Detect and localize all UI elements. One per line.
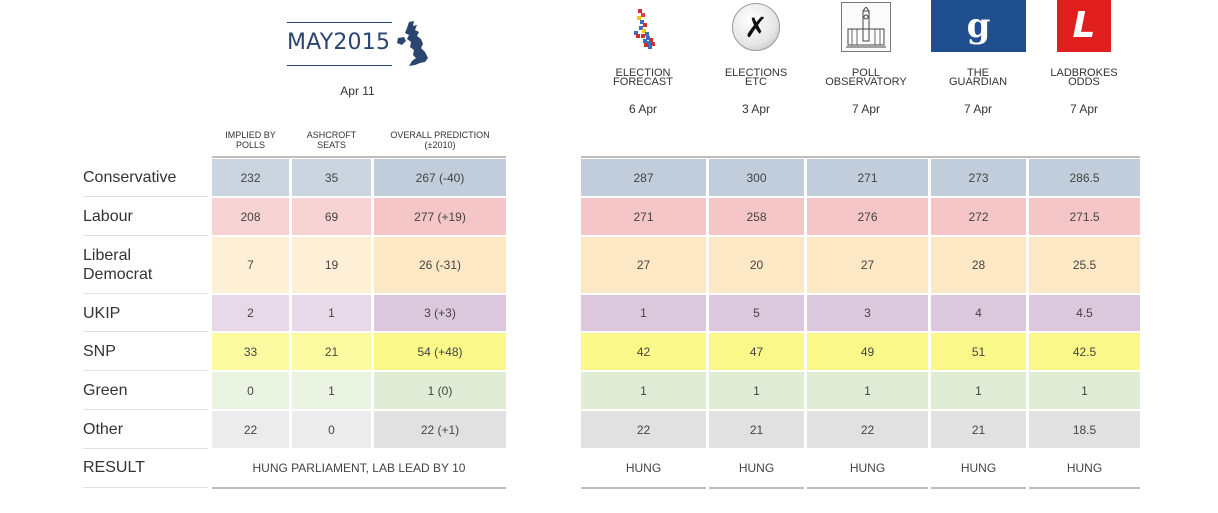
left-header-0: IMPLIED BY POLLS (225, 130, 276, 150)
right-cell: 300 (709, 159, 804, 196)
left-cell: 22 (212, 411, 289, 448)
label-separator (83, 293, 208, 294)
party-label-3: UKIP (83, 304, 121, 322)
uk-map-icon (395, 20, 429, 68)
left-cell: 1 (292, 295, 371, 331)
right-cell: 3 (807, 295, 928, 331)
party-label-5: Green (83, 382, 128, 399)
right-cell: 21 (931, 411, 1026, 448)
left-cell: 1 (0) (374, 372, 506, 409)
ladbrokes-l-icon (1057, 0, 1111, 52)
right-cell: 273 (931, 159, 1026, 196)
left-date: Apr 11 (340, 84, 375, 98)
left-cell: 277 (+19) (374, 198, 506, 235)
logo-text: MAY2015 (287, 30, 391, 55)
right-cell: 22 (807, 411, 928, 448)
right-cell: 271 (807, 159, 928, 196)
result-right-cell: HUNG (1066, 460, 1103, 475)
right-cell: 4.5 (1029, 295, 1140, 331)
left-cell: 26 (-31) (374, 237, 506, 293)
party-label-1: Labour (83, 208, 133, 225)
right-bottom-rule (581, 487, 706, 489)
right-cell: 276 (807, 198, 928, 235)
right-cell: 49 (807, 333, 928, 370)
left-cell: 19 (292, 237, 371, 293)
party-label-2: Liberal Democrat (83, 247, 153, 283)
result-left-text: HUNG PARLIAMENT, LAB LEAD BY 10 (252, 460, 466, 475)
left-header-1: ASHCROFT SEATS (306, 130, 357, 150)
party-label-4: SNP (83, 343, 116, 360)
right-cell: 258 (709, 198, 804, 235)
right-bottom-rule (709, 487, 804, 489)
right-cell: 1 (581, 295, 706, 331)
right-cell: 1 (807, 372, 928, 409)
right-bottom-rule (931, 487, 1026, 489)
left-cell: 0 (212, 372, 289, 409)
result-right-cell: HUNG (849, 460, 886, 475)
right-cell: 47 (709, 333, 804, 370)
left-header-rule (212, 156, 506, 158)
right-cell: 5 (709, 295, 804, 331)
right-bottom-rule (1029, 487, 1140, 489)
left-cell: 33 (212, 333, 289, 370)
label-bottom-rule (83, 487, 208, 488)
parliament-icon (818, 0, 914, 54)
right-cell: 1 (1029, 372, 1140, 409)
left-cell: 35 (292, 159, 371, 196)
left-cell: 2 (212, 295, 289, 331)
source-name-3: THE GUARDIAN (948, 67, 1008, 88)
right-cell: 18.5 (1029, 411, 1140, 448)
uk-map-dots-icon (595, 0, 691, 54)
label-separator (83, 448, 208, 449)
ballot-cross-icon (708, 0, 804, 54)
right-cell: 1 (581, 372, 706, 409)
guardian-g-icon (931, 0, 1026, 52)
ladbrokes-l-glyph: L (1072, 5, 1096, 46)
may2015-logo (287, 20, 437, 70)
right-cell: 27 (807, 237, 928, 293)
right-cell: 1 (709, 372, 804, 409)
right-cell: 21 (709, 411, 804, 448)
result-label: RESULT (83, 459, 145, 476)
left-cell: 21 (292, 333, 371, 370)
label-separator (83, 370, 208, 371)
source-name-1: ELECTIONS ETC (724, 67, 788, 88)
left-cell: 3 (+3) (374, 295, 506, 331)
right-header-rule (581, 156, 1140, 158)
right-cell: 1 (931, 372, 1026, 409)
source-name-4: LADBROKES ODDS (1050, 67, 1118, 88)
result-right-cell: HUNG (738, 460, 775, 475)
right-cell: 27 (581, 237, 706, 293)
right-cell: 25.5 (1029, 237, 1140, 293)
source-name-2: POLL OBSERVATORY (825, 67, 907, 88)
left-cell: 7 (212, 237, 289, 293)
right-cell: 271.5 (1029, 198, 1140, 235)
source-name-0: ELECTION FORECAST (613, 67, 673, 88)
right-cell: 271 (581, 198, 706, 235)
ballot-cross-glyph: ✗ (744, 10, 768, 44)
label-separator (83, 331, 208, 332)
left-cell: 1 (292, 372, 371, 409)
guardian-g-glyph: g (966, 6, 991, 46)
result-right-cell: HUNG (625, 460, 662, 475)
right-bottom-rule (807, 487, 928, 489)
right-cell: 20 (709, 237, 804, 293)
left-cell: 69 (292, 198, 371, 235)
label-separator (83, 409, 208, 410)
left-cell: 54 (+48) (374, 333, 506, 370)
left-cell: 232 (212, 159, 289, 196)
party-label-6: Other (83, 421, 124, 438)
party-label-0: Conservative (83, 169, 177, 186)
right-cell: 42 (581, 333, 706, 370)
left-cell: 22 (+1) (374, 411, 506, 448)
source-date-3: 7 Apr (963, 102, 993, 116)
right-cell: 28 (931, 237, 1026, 293)
right-cell: 51 (931, 333, 1026, 370)
right-cell: 286.5 (1029, 159, 1140, 196)
source-date-4: 7 Apr (1069, 102, 1099, 116)
label-separator (83, 196, 208, 197)
left-header-2: OVERALL PREDICTION (±2010) (390, 130, 490, 150)
result-right-cell: HUNG (960, 460, 997, 475)
source-date-0: 6 Apr (628, 102, 658, 116)
right-cell: 4 (931, 295, 1026, 331)
right-cell: 287 (581, 159, 706, 196)
right-cell: 272 (931, 198, 1026, 235)
left-cell: 267 (-40) (374, 159, 506, 196)
left-cell: 208 (212, 198, 289, 235)
logo-top-rule (287, 22, 392, 23)
left-bottom-rule (212, 487, 506, 489)
right-cell: 42.5 (1029, 333, 1140, 370)
left-cell: 0 (292, 411, 371, 448)
source-date-2: 7 Apr (851, 102, 881, 116)
right-cell: 22 (581, 411, 706, 448)
source-date-1: 3 Apr (741, 102, 771, 116)
label-separator (83, 235, 208, 236)
logo-bottom-rule (287, 65, 392, 66)
